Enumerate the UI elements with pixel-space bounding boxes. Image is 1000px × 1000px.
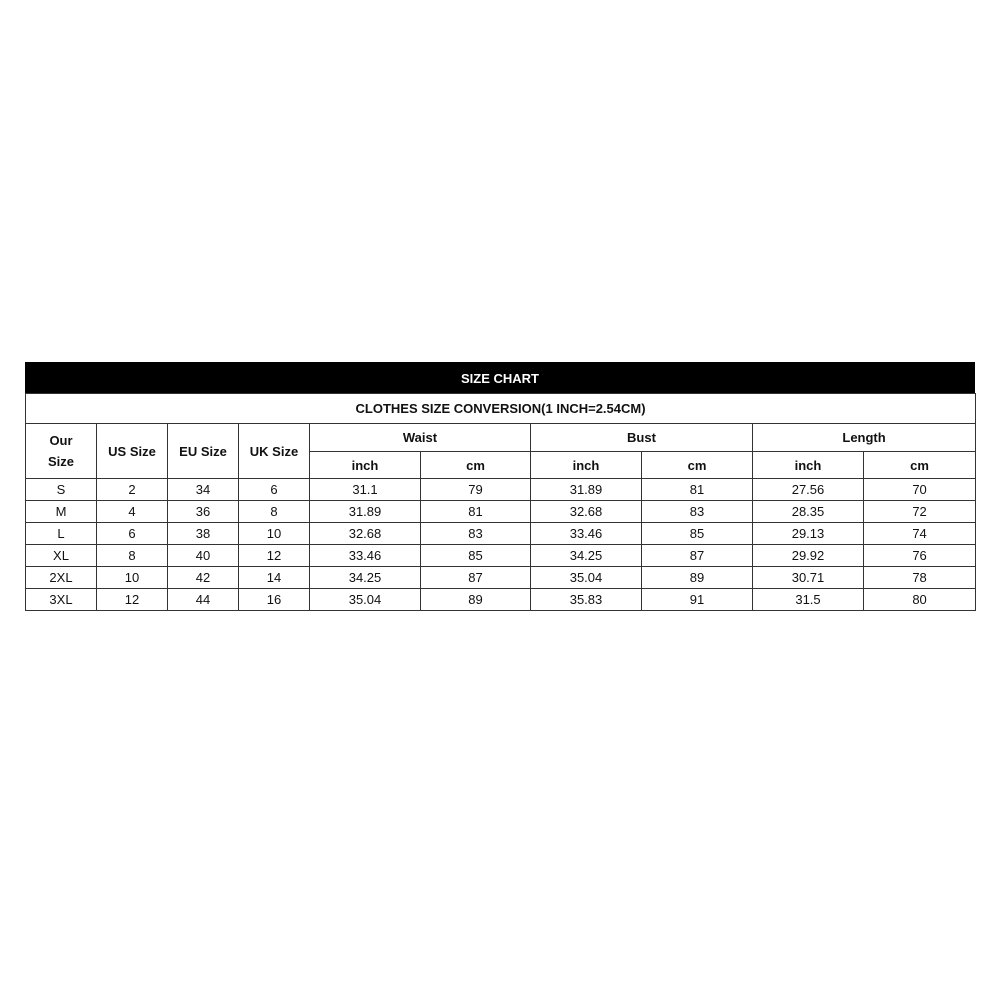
header-us-size: US Size xyxy=(97,424,168,479)
size-chart xyxy=(25,362,975,611)
header-eu-size: EU Size xyxy=(168,424,239,479)
table-cell: 74 xyxy=(864,523,976,545)
header-waist-cm: cm xyxy=(421,452,531,479)
table-cell: 76 xyxy=(864,545,976,567)
table-cell: 80 xyxy=(864,589,976,611)
table-cell: L xyxy=(26,523,97,545)
table-cell: 2 xyxy=(97,479,168,501)
table-cell: XL xyxy=(26,545,97,567)
header-bust-inch: inch xyxy=(531,452,642,479)
table-cell: 31.89 xyxy=(531,479,642,501)
table-cell: 27.56 xyxy=(753,479,864,501)
header-bust: Bust xyxy=(531,424,753,452)
table-cell: 38 xyxy=(168,523,239,545)
table-cell: 81 xyxy=(421,501,531,523)
header-length-cm: cm xyxy=(864,452,976,479)
table-cell: 35.04 xyxy=(531,567,642,589)
size-table xyxy=(25,393,976,611)
size-chart-title: SIZE CHART xyxy=(25,362,975,393)
header-our-size-line1: Our xyxy=(49,433,73,448)
table-cell: 33.46 xyxy=(310,545,421,567)
table-cell: 40 xyxy=(168,545,239,567)
table-row xyxy=(26,567,976,589)
table-cell: 91 xyxy=(642,589,753,611)
table-cell: 4 xyxy=(97,501,168,523)
table-cell: 32.68 xyxy=(310,523,421,545)
table-cell: 29.13 xyxy=(753,523,864,545)
table-cell: 87 xyxy=(642,545,753,567)
table-cell: 81 xyxy=(642,479,753,501)
table-cell: 36 xyxy=(168,501,239,523)
header-our-size xyxy=(26,424,97,479)
table-cell: 83 xyxy=(642,501,753,523)
table-cell: 28.35 xyxy=(753,501,864,523)
table-cell: 78 xyxy=(864,567,976,589)
table-cell: 85 xyxy=(642,523,753,545)
table-cell: 89 xyxy=(642,567,753,589)
table-row xyxy=(26,589,976,611)
header-waist-inch: inch xyxy=(310,452,421,479)
table-cell: 10 xyxy=(239,523,310,545)
table-cell: 79 xyxy=(421,479,531,501)
table-cell: 30.71 xyxy=(753,567,864,589)
table-cell: 85 xyxy=(421,545,531,567)
table-cell: 35.83 xyxy=(531,589,642,611)
table-cell: 10 xyxy=(97,567,168,589)
table-cell: 42 xyxy=(168,567,239,589)
table-cell: 34 xyxy=(168,479,239,501)
table-cell: 34.25 xyxy=(310,567,421,589)
table-cell: S xyxy=(26,479,97,501)
header-waist: Waist xyxy=(310,424,531,452)
table-row xyxy=(26,523,976,545)
header-our-size-line2: Size xyxy=(47,454,74,469)
table-cell: 8 xyxy=(97,545,168,567)
table-cell: 8 xyxy=(239,501,310,523)
table-cell: 70 xyxy=(864,479,976,501)
table-cell: 29.92 xyxy=(753,545,864,567)
table-cell: M xyxy=(26,501,97,523)
table-cell: 12 xyxy=(97,589,168,611)
table-cell: 31.89 xyxy=(310,501,421,523)
table-cell: 14 xyxy=(239,567,310,589)
table-cell: 31.5 xyxy=(753,589,864,611)
table-cell: 72 xyxy=(864,501,976,523)
table-row xyxy=(26,479,976,501)
table-cell: 35.04 xyxy=(310,589,421,611)
table-cell: 6 xyxy=(97,523,168,545)
table-row xyxy=(26,545,976,567)
conversion-subtitle: CLOTHES SIZE CONVERSION(1 INCH=2.54CM) xyxy=(26,394,976,424)
table-cell: 33.46 xyxy=(531,523,642,545)
header-bust-cm: cm xyxy=(642,452,753,479)
table-cell: 34.25 xyxy=(531,545,642,567)
header-length: Length xyxy=(753,424,976,452)
table-cell: 12 xyxy=(239,545,310,567)
table-cell: 16 xyxy=(239,589,310,611)
table-cell: 89 xyxy=(421,589,531,611)
table-row xyxy=(26,501,976,523)
table-cell: 44 xyxy=(168,589,239,611)
header-uk-size: UK Size xyxy=(239,424,310,479)
table-cell: 32.68 xyxy=(531,501,642,523)
table-cell: 6 xyxy=(239,479,310,501)
table-cell: 87 xyxy=(421,567,531,589)
table-cell: 3XL xyxy=(26,589,97,611)
header-length-inch: inch xyxy=(753,452,864,479)
table-cell: 83 xyxy=(421,523,531,545)
table-cell: 2XL xyxy=(26,567,97,589)
table-cell: 31.1 xyxy=(310,479,421,501)
